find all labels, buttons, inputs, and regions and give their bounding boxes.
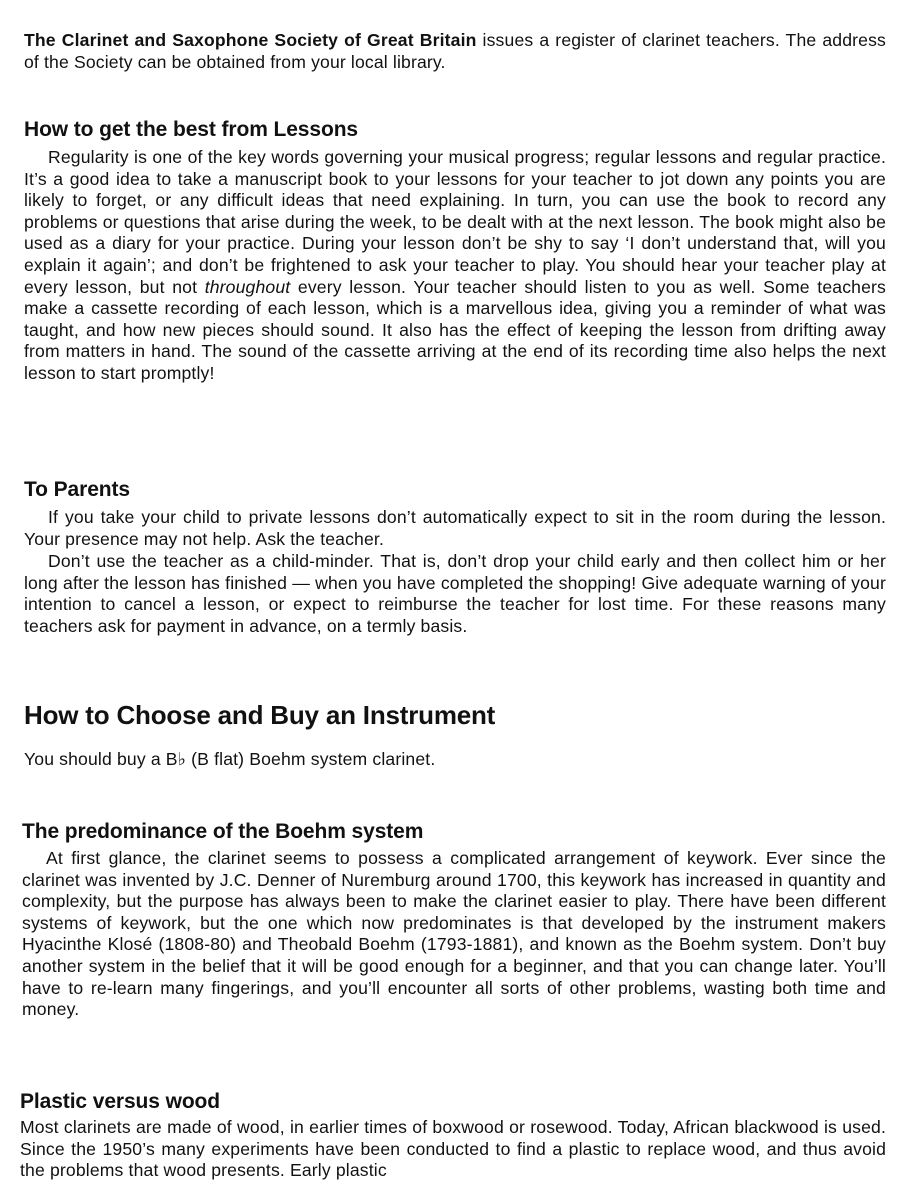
parents-paragraph-2: Don’t use the teacher as a child-minder. That is, don’t drop your child early and then collect him or her long after the lesson has finished — when you have completed the shopping! Give adequate warning of your intention to cancel a lesson, or expect to reimburse the teacher for lost time. For these reasons many teachers ask for payment in advance, on a termly basis. <box>24 551 886 636</box>
parents-paragraph-1: If you take your child to private lessons don’t automatically expect to sit in the room during the lesson. Your presence may not help. Ask the teacher. <box>24 507 886 549</box>
choose-paragraph: You should buy a B♭ (B flat) Boehm system clarinet. <box>24 749 436 769</box>
lessons-paragraph <box>24 147 886 385</box>
parents-heading: To Parents <box>24 478 130 501</box>
boehm-paragraph: At first glance, the clarinet seems to possess a complicated arrangement of keywork. Ever since the clarinet was invented by J.C. Denner of Nuremburg around 1700, this keywork has increased in quantity and complexity, but the purpose has always been to make the clarinet easier to play. There have been different systems of keywork, but the one which now predominates is that developed by the instrument makers Hyacinthe Klosé (1808-80) and Theobald Boehm (1793-1881), and known as the Boehm system. Don’t buy another system in the belief that it will be good enough for a beginner, and that you can change later. You’ll have to re-learn many fingerings, and you’ll encounter all sorts of other problems, wasting both time and money. <box>22 848 886 1020</box>
lessons-heading: How to get the best from Lessons <box>24 118 358 141</box>
lessons-text-end: every lesson. Your teacher should listen to you as well. Some teachers make a cassette recording of each lesson, which is a marvellous idea, giving you a reminder of what was taught, and how new pieces should sound. It also has the effect of keeping the lesson from drifting away from matters in hand. The sound of the cassette arriving at the end of its recording time also helps the next lesson to start promptly! <box>24 276 886 383</box>
society-name: The Clarinet and Saxophone Society of Great Britain <box>24 30 477 50</box>
intro-paragraph <box>24 30 886 73</box>
plastic-heading: Plastic versus wood <box>20 1090 221 1113</box>
intro-text: issues a register of clarinet teachers. The address of the Society can be obtained from your local library. <box>24 30 886 72</box>
plastic-paragraph: Most clarinets are made of wood, in earlier times of boxwood or rosewood. Today, African blackwood is used. Since the 1950’s many experiments have been conducted to find a plastic to replace wood, and thus avoid the problems that wood presents. Early plastic <box>20 1117 886 1181</box>
boehm-heading: The predominance of the Boehm system <box>22 820 424 843</box>
lessons-italic-word: throughout <box>204 276 291 297</box>
chapter-heading: How to Choose and Buy an Instrument <box>24 700 496 730</box>
lessons-text-start: Regularity is one of the key words governing your musical progress; regular lessons and regular practice. It’s a good idea to take a manuscript book to your lessons for your teacher to jot down any points you are likely to forget, or any difficult ideas that need explaining. In turn, you can use the book to record any problems or questions that arise during the week, to be dealt with at the next lesson. The book might also be used as a diary for your practice. During your lesson don’t be shy to say ‘I don’t understand that, will you explain it again’; and don’t be frightened to ask your teacher to play. You should hear your teacher play at every lesson, but not <box>24 147 886 297</box>
